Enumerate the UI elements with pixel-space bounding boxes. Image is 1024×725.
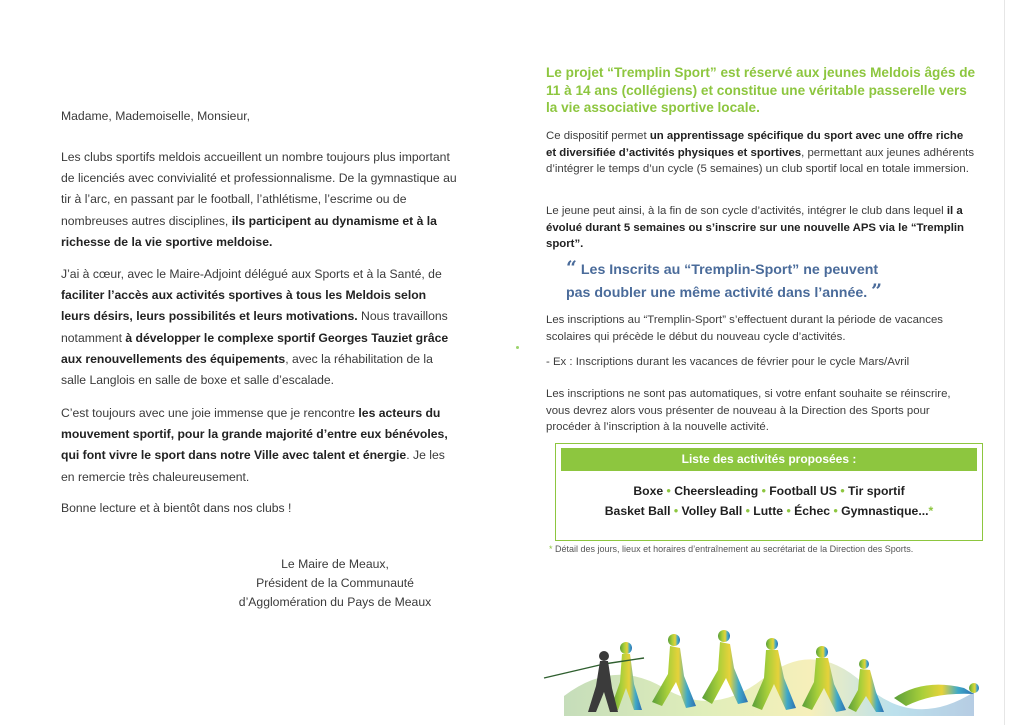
activities-title: Liste des activités proposées : <box>561 448 977 471</box>
bold-text-run: ils participent au dynamisme et à la richesse de la vie sportive meldoise. <box>61 213 437 249</box>
bullet-separator: • <box>830 504 842 518</box>
bold-text-run: il a évolué durant 5 semaines ou s’inscrire sur une nouvelle APS via le “Tremplin sport”. <box>546 205 965 251</box>
paragraph-access <box>61 264 457 391</box>
bullet-separator: • <box>836 484 848 498</box>
bullet-separator: • <box>758 484 770 498</box>
activities-line-1 <box>556 484 982 498</box>
activity-item: Échec <box>794 504 831 518</box>
quote-text: Les Inscrits au “Tremplin-Sport” ne peuvent pas doubler une même activité dans l’année. <box>566 262 879 301</box>
sports-silhouettes-banner <box>534 618 1004 723</box>
activity-item: Basket Ball <box>604 504 671 518</box>
quote-open-icon: “ <box>566 257 577 279</box>
text-run: C’est toujours avec une joie immense que je rencontre <box>61 406 359 420</box>
activity-asterisk: * <box>928 504 934 518</box>
text-run: Ce dispositif permet <box>546 130 650 142</box>
paragraph-cycle <box>546 203 976 253</box>
signature-line-3: d’Agglomération du Pays de Meaux <box>238 595 432 609</box>
bullet-separator: • <box>663 484 675 498</box>
activity-item: Football US <box>769 484 837 498</box>
right-page <box>512 0 1024 725</box>
paragraph-reinscription: Les inscriptions ne sont pas automatiques, si votre enfant souhaite se réinscrire, vous devrez alors vous présenter de nouveau à la Direction des Sports pour procéder à l’inscription à la nouvelle activité. <box>546 388 951 434</box>
paragraph-dispositif <box>546 128 976 178</box>
activity-item: Boxe <box>633 484 664 498</box>
text-run: . Je les en remercie très chaleureusement. <box>61 448 445 484</box>
text-run: Nous travaillons notamment <box>61 309 448 345</box>
activity-item: Lutte <box>753 504 784 518</box>
activity-item: Gymnastique... <box>841 504 929 518</box>
bullet-separator: • <box>670 504 682 518</box>
signature-line-2: Président de la Communauté <box>256 576 414 590</box>
bold-text-run: un apprentissage spécifique du sport avec une offre riche et diversifiée d’activités physiques et sportives <box>546 130 964 159</box>
activities-line-2 <box>556 504 982 518</box>
paragraph-inscriptions: Les inscriptions au “Tremplin-Sport” s’effectuent durant la période de vacances scolaires qui précède le début du nouveau cycle d’activités. <box>546 314 943 343</box>
footnote-asterisk: * <box>549 544 553 554</box>
intro-heading: Le projet “Tremplin Sport” est réservé aux jeunes Meldois âgés de 11 à 14 ans (collégiens) et constitue une véritable passerelle vers la vie associative sportive locale. <box>546 65 976 116</box>
paragraph-actors <box>61 403 457 488</box>
example-line: - Ex : Inscriptions durant les vacances de février pour le cycle Mars/Avril <box>546 356 910 368</box>
signature-block <box>180 555 490 612</box>
activity-item: Cheersleading <box>674 484 759 498</box>
greeting: Madame, Mademoiselle, Monsieur, <box>61 109 250 123</box>
footnote <box>549 544 989 554</box>
footnote-text: Détail des jours, lieux et horaires d’entraînement au secrétariat de la Direction des Sports. <box>555 544 914 554</box>
bold-text-run: à développer le complexe sportif Georges Tauziet grâce aux renouvellements des équipements <box>61 330 449 366</box>
pull-quote <box>566 258 906 303</box>
text-run: , permettant aux jeunes adhérents d’intégrer le temps d’un cycle (5 semaines) un club sportif local en totale immersion. <box>546 146 975 176</box>
text-run: Le jeune peut ainsi, à la fin de son cycle d’activités, intégrer le club dans lequel <box>546 205 947 217</box>
bullet-separator: • <box>742 504 754 518</box>
bullet-separator: • <box>783 504 795 518</box>
text-run: Les clubs sportifs meldois accueillent un nombre toujours plus important de licenciés avec convivialité et professionnalisme. De la gymnastique au tir à l’arc, en passant par le football, l’athlétisme, l’escrime ou de nombreuses autres disciplines, <box>61 150 457 228</box>
bold-text-run: faciliter l’accès aux activités sportives à tous les Meldois selon leurs désirs, leurs possibilités et leurs motivations. <box>61 288 427 324</box>
activity-item: Tir sportif <box>848 484 905 498</box>
activities-box <box>555 443 983 541</box>
bold-text-run: les acteurs du mouvement sportif, pour la grande majorité d’entre eux bénévoles, qui font vivre le sport dans notre Ville avec talent et énergie <box>61 406 448 463</box>
signature-line-1: Le Maire de Meaux, <box>281 557 389 571</box>
quote-close-icon: ” <box>871 279 883 302</box>
closing-line: Bonne lecture et à bientôt dans nos clubs ! <box>61 501 292 515</box>
activity-item: Volley Ball <box>681 504 743 518</box>
paragraph-clubs <box>61 147 457 253</box>
text-run: , avec la réhabilitation de la salle Langlois en salle de boxe et salle d’escalade. <box>61 351 433 388</box>
text-run: J’ai à cœur, avec le Maire-Adjoint délégué aux Sports et à la Santé, de <box>61 267 442 281</box>
